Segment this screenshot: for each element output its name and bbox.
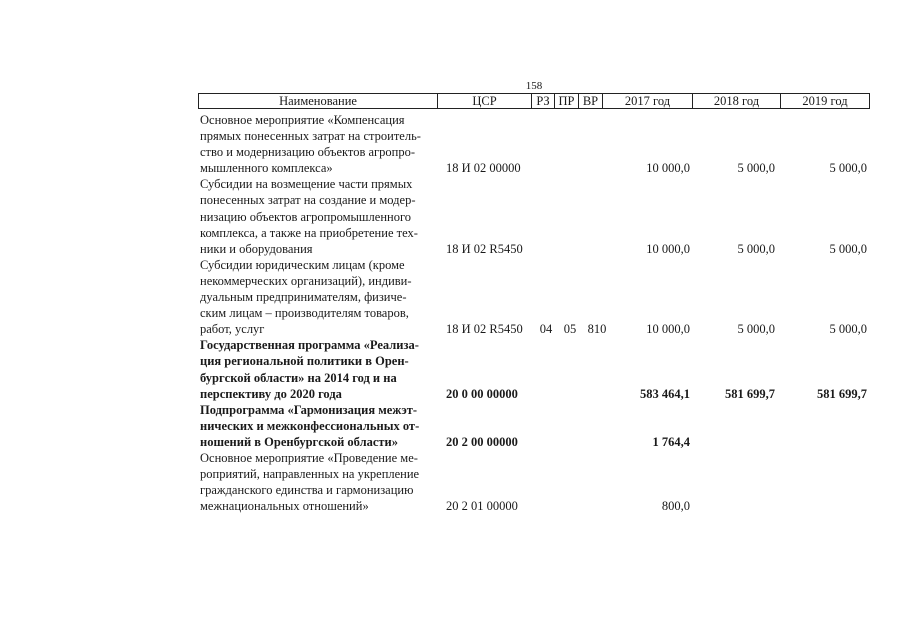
page-number: 158	[525, 80, 543, 92]
table-row	[200, 450, 870, 514]
row-2019: 5 000,0	[829, 241, 867, 256]
row-name: Подпрограмма «Гармонизация межэт- нических и межконфессиональных от- ношений в Оренбургской области»	[200, 402, 420, 449]
row-2018: 5 000,0	[737, 161, 775, 176]
row-rz: 04	[539, 322, 553, 337]
row-csr: 18 И 02 R5450	[446, 322, 523, 337]
row-name: Субсидии юридическим лицам (кроме некоммерческих организаций), индиви- дуальным предпринимателям, физиче- ским лицам – производителям товаров, работ, услуг	[200, 257, 412, 337]
row-csr: 18 И 02 R5450	[446, 241, 523, 256]
table-body	[200, 112, 870, 514]
header-2019: 2019 год	[780, 94, 869, 108]
row-csr: 18 И 02 00000	[446, 161, 521, 176]
row-pr: 05	[563, 322, 577, 337]
row-2018: 5 000,0	[737, 241, 775, 256]
row-name: Субсидии на возмещение части прямых понесенных затрат на создание и модер- низацию объектов агропромышленного комплекса, а также на приобретение тех- ники и оборудования	[200, 177, 418, 256]
row-2018: 581 699,7	[725, 386, 775, 401]
table-row	[200, 112, 870, 176]
header-vr: ВР	[578, 94, 602, 108]
row-2018: 5 000,0	[737, 322, 775, 337]
header-pr: ПР	[554, 94, 578, 108]
header-rz: РЗ	[531, 94, 554, 108]
row-2017: 583 464,1	[640, 386, 690, 401]
row-2017: 10 000,0	[646, 161, 690, 176]
row-csr: 20 2 00 00000	[446, 434, 518, 449]
row-2017: 1 764,4	[652, 434, 690, 449]
table-row	[200, 176, 870, 256]
row-2017: 10 000,0	[646, 241, 690, 256]
header-2018: 2018 год	[692, 94, 780, 108]
table-row	[200, 337, 870, 401]
row-csr: 20 2 01 00000	[446, 499, 518, 514]
row-2019: 5 000,0	[829, 322, 867, 337]
header-2017: 2017 год	[602, 94, 692, 108]
row-2019: 581 699,7	[817, 386, 867, 401]
table-row	[200, 402, 870, 450]
row-2019: 5 000,0	[829, 161, 867, 176]
row-2017: 800,0	[661, 499, 690, 514]
header-csr: ЦСР	[437, 94, 531, 108]
header-name: Наименование	[279, 94, 357, 108]
row-2017: 10 000,0	[646, 322, 690, 337]
row-name: Основное мероприятие «Компенсация прямых понесенных затрат на строитель- ство и модернизацию объектов агропро- мышленного комплекса»	[200, 113, 421, 176]
row-name: Государственная программа «Реализа- ция региональной политики в Орен- бургской области» на 2014 год и на перспективу до 2020 года	[200, 338, 419, 401]
row-vr: 810	[587, 322, 607, 337]
table-header	[198, 93, 870, 109]
row-csr: 20 0 00 00000	[446, 386, 518, 401]
row-name: Основное мероприятие «Проведение ме- роприятий, направленных на укрепление гражданского единства и гармонизацию межнациональных отношений»	[200, 450, 420, 514]
table-row	[200, 257, 870, 337]
